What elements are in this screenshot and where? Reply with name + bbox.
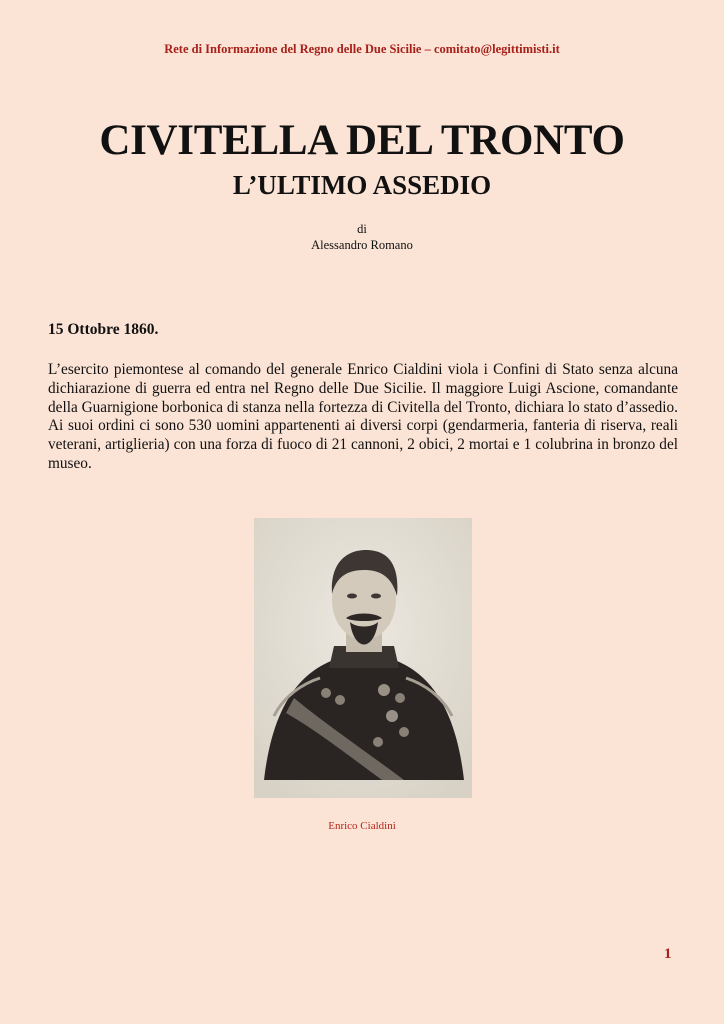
document-subtitle: L’ULTIMO ASSEDIO xyxy=(232,170,492,200)
document-title: CIVITELLA DEL TRONTO xyxy=(99,117,625,164)
author-name: Alessandro Romano xyxy=(311,238,413,252)
page-number: 1 xyxy=(664,946,672,962)
body-paragraph: L’esercito piemontese al comando del generale Enrico Cialdini viola i Confini di Stato senza alcuna dichiarazione di guerra ed entra nel Regno delle Due Sicilie. Il maggiore Luigi Ascione, comandante della Guarnigione borbonica di stanza nella fortezza di Civitella del Tronto, dichiara lo stato d’assedio. Ai suoi ordini ci sono 530 uomini appartenenti ai diversi corpi (gendarmeria, fanteria di riserva, reali veterani, artiglieria) con una forza di fuoco di 21 cannoni, 2 obici, 2 mortai e 1 colubrina in bronzo del museo. xyxy=(48,361,678,472)
figure-caption: Enrico Cialdini xyxy=(328,820,396,832)
portrait-image xyxy=(254,518,472,798)
section-date: 15 Ottobre 1860. xyxy=(48,321,159,338)
page-header: Rete di Informazione del Regno delle Due Sicilie – comitato@legittimisti.it xyxy=(164,42,560,56)
portrait-engraving xyxy=(254,518,472,798)
byline-prefix: di xyxy=(357,222,367,236)
